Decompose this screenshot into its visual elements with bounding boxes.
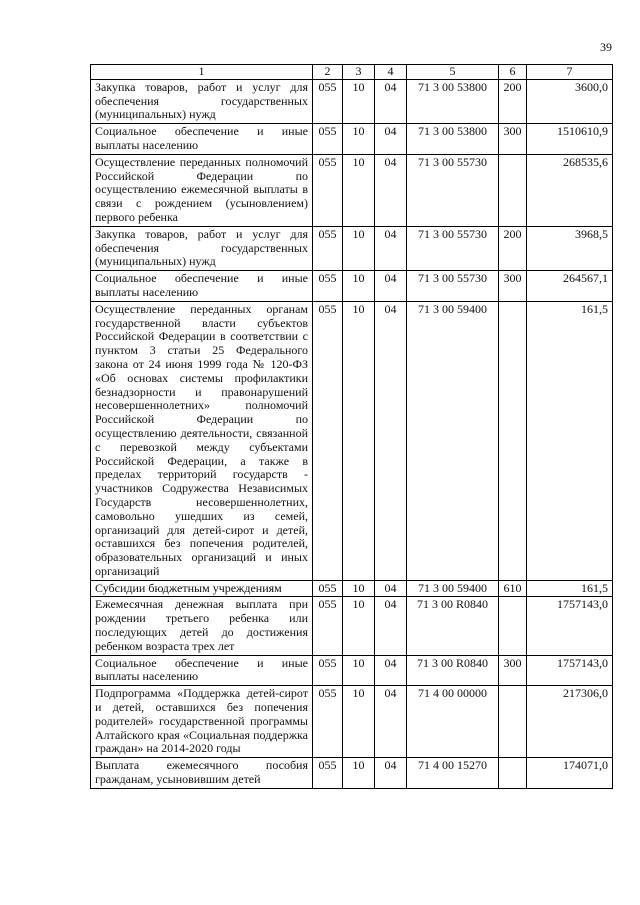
cell-target: 71 3 00 55730	[407, 271, 499, 302]
cell-type: 300	[499, 124, 527, 155]
cell-amount: 1510610,9	[527, 124, 613, 155]
table-row	[91, 758, 613, 789]
row-name: Осуществление переданных полномочий Российской Федерации по осуществлению ежемесячной выплаты в связи с рождением (усыновлением) первого ребенка	[91, 154, 313, 226]
cell-amount: 268535,6	[527, 154, 613, 226]
cell-target: 71 3 00 59400	[407, 301, 499, 580]
column-header: 5	[407, 65, 499, 80]
cell-type: 300	[499, 655, 527, 686]
cell-type	[499, 758, 527, 789]
cell-amount: 217306,0	[527, 686, 613, 758]
cell-amount: 3968,5	[527, 226, 613, 270]
cell-target: 71 3 00 53800	[407, 79, 499, 123]
row-name: Социальное обеспечение и иные выплаты населению	[91, 124, 313, 155]
column-header: 1	[91, 65, 313, 80]
table-row	[91, 655, 613, 686]
cell-amount: 161,5	[527, 301, 613, 580]
row-name: Субсидии бюджетным учреждениям	[91, 580, 313, 597]
cell-subsection: 04	[375, 301, 407, 580]
row-name: Выплата ежемесячного пособия гражданам, усыновившим детей	[91, 758, 313, 789]
cell-subsection: 04	[375, 655, 407, 686]
column-header: 6	[499, 65, 527, 80]
cell-subsection: 04	[375, 154, 407, 226]
table-row	[91, 124, 613, 155]
cell-section: 10	[343, 226, 375, 270]
cell-subsection: 04	[375, 226, 407, 270]
cell-type	[499, 686, 527, 758]
cell-section: 10	[343, 758, 375, 789]
cell-target: 71 3 00 55730	[407, 154, 499, 226]
budget-table	[90, 64, 613, 789]
table-row	[91, 301, 613, 580]
cell-amount: 264567,1	[527, 271, 613, 302]
cell-type: 300	[499, 271, 527, 302]
cell-amount: 3600,0	[527, 79, 613, 123]
table-row	[91, 271, 613, 302]
cell-type: 610	[499, 580, 527, 597]
row-name: Ежемесячная денежная выплата при рождении третьего ребенка или последующих детей до достижения ребенком возраста трех лет	[91, 597, 313, 655]
cell-code: 055	[313, 154, 343, 226]
row-name: Закупка товаров, работ и услуг для обеспечения государственных (муниципальных) нужд	[91, 79, 313, 123]
cell-section: 10	[343, 124, 375, 155]
column-header: 7	[527, 65, 613, 80]
cell-subsection: 04	[375, 580, 407, 597]
cell-subsection: 04	[375, 124, 407, 155]
cell-code: 055	[313, 758, 343, 789]
cell-type: 200	[499, 226, 527, 270]
cell-section: 10	[343, 597, 375, 655]
cell-amount: 1757143,0	[527, 597, 613, 655]
cell-code: 055	[313, 79, 343, 123]
row-name: Подпрограмма «Поддержка детей-сирот и детей, оставшихся без попечения родителей» государственной программы Алтайского края «Социальная поддержка граждан» на 2014-2020 годы	[91, 686, 313, 758]
cell-code: 055	[313, 124, 343, 155]
cell-target: 71 3 00 53800	[407, 124, 499, 155]
table-row	[91, 154, 613, 226]
cell-section: 10	[343, 154, 375, 226]
cell-target: 71 4 00 00000	[407, 686, 499, 758]
cell-section: 10	[343, 301, 375, 580]
cell-code: 055	[313, 686, 343, 758]
cell-section: 10	[343, 580, 375, 597]
table-row	[91, 597, 613, 655]
cell-type	[499, 154, 527, 226]
table-row	[91, 226, 613, 270]
cell-section: 10	[343, 271, 375, 302]
row-name: Осуществление переданных органам государственной власти субъектов Российской Федерации в соответствии с пунктом 3 статьи 25 Федерального закона от 24 июня 1999 года № 120-ФЗ «Об основах системы профилактики безнадзорности и правонарушений несовершеннолетних» полномочий Российской Федерации по осуществлению деятельности, связанной с перевозкой между субъектами Российской Федерации, а также в пределах территорий государств - участников Содружества Независимых Государств несовершеннолетних, самовольно ушедших из семей, организаций для детей-сирот и детей, оставшихся без попечения родителей, образовательных организаций и иных организаций	[91, 301, 313, 580]
header-row	[91, 65, 613, 80]
cell-code: 055	[313, 226, 343, 270]
cell-code: 055	[313, 580, 343, 597]
cell-section: 10	[343, 686, 375, 758]
row-name: Закупка товаров, работ и услуг для обеспечения государственных (муниципальных) нужд	[91, 226, 313, 270]
cell-code: 055	[313, 597, 343, 655]
cell-subsection: 04	[375, 79, 407, 123]
row-name: Социальное обеспечение и иные выплаты населению	[91, 271, 313, 302]
cell-amount: 174071,0	[527, 758, 613, 789]
cell-subsection: 04	[375, 686, 407, 758]
cell-type	[499, 301, 527, 580]
row-name: Социальное обеспечение и иные выплаты населению	[91, 655, 313, 686]
cell-amount: 161,5	[527, 580, 613, 597]
page-number: 39	[600, 40, 612, 54]
cell-type	[499, 597, 527, 655]
cell-target: 71 4 00 15270	[407, 758, 499, 789]
cell-type: 200	[499, 79, 527, 123]
cell-target: 71 3 00 R0840	[407, 597, 499, 655]
cell-section: 10	[343, 655, 375, 686]
cell-code: 055	[313, 301, 343, 580]
cell-subsection: 04	[375, 597, 407, 655]
cell-code: 055	[313, 271, 343, 302]
column-header: 2	[313, 65, 343, 80]
cell-subsection: 04	[375, 758, 407, 789]
cell-target: 71 3 00 55730	[407, 226, 499, 270]
table-row	[91, 79, 613, 123]
cell-section: 10	[343, 79, 375, 123]
cell-target: 71 3 00 R0840	[407, 655, 499, 686]
cell-code: 055	[313, 655, 343, 686]
column-header: 3	[343, 65, 375, 80]
column-header: 4	[375, 65, 407, 80]
cell-subsection: 04	[375, 271, 407, 302]
table-row	[91, 686, 613, 758]
cell-target: 71 3 00 59400	[407, 580, 499, 597]
table-row	[91, 580, 613, 597]
cell-amount: 1757143,0	[527, 655, 613, 686]
